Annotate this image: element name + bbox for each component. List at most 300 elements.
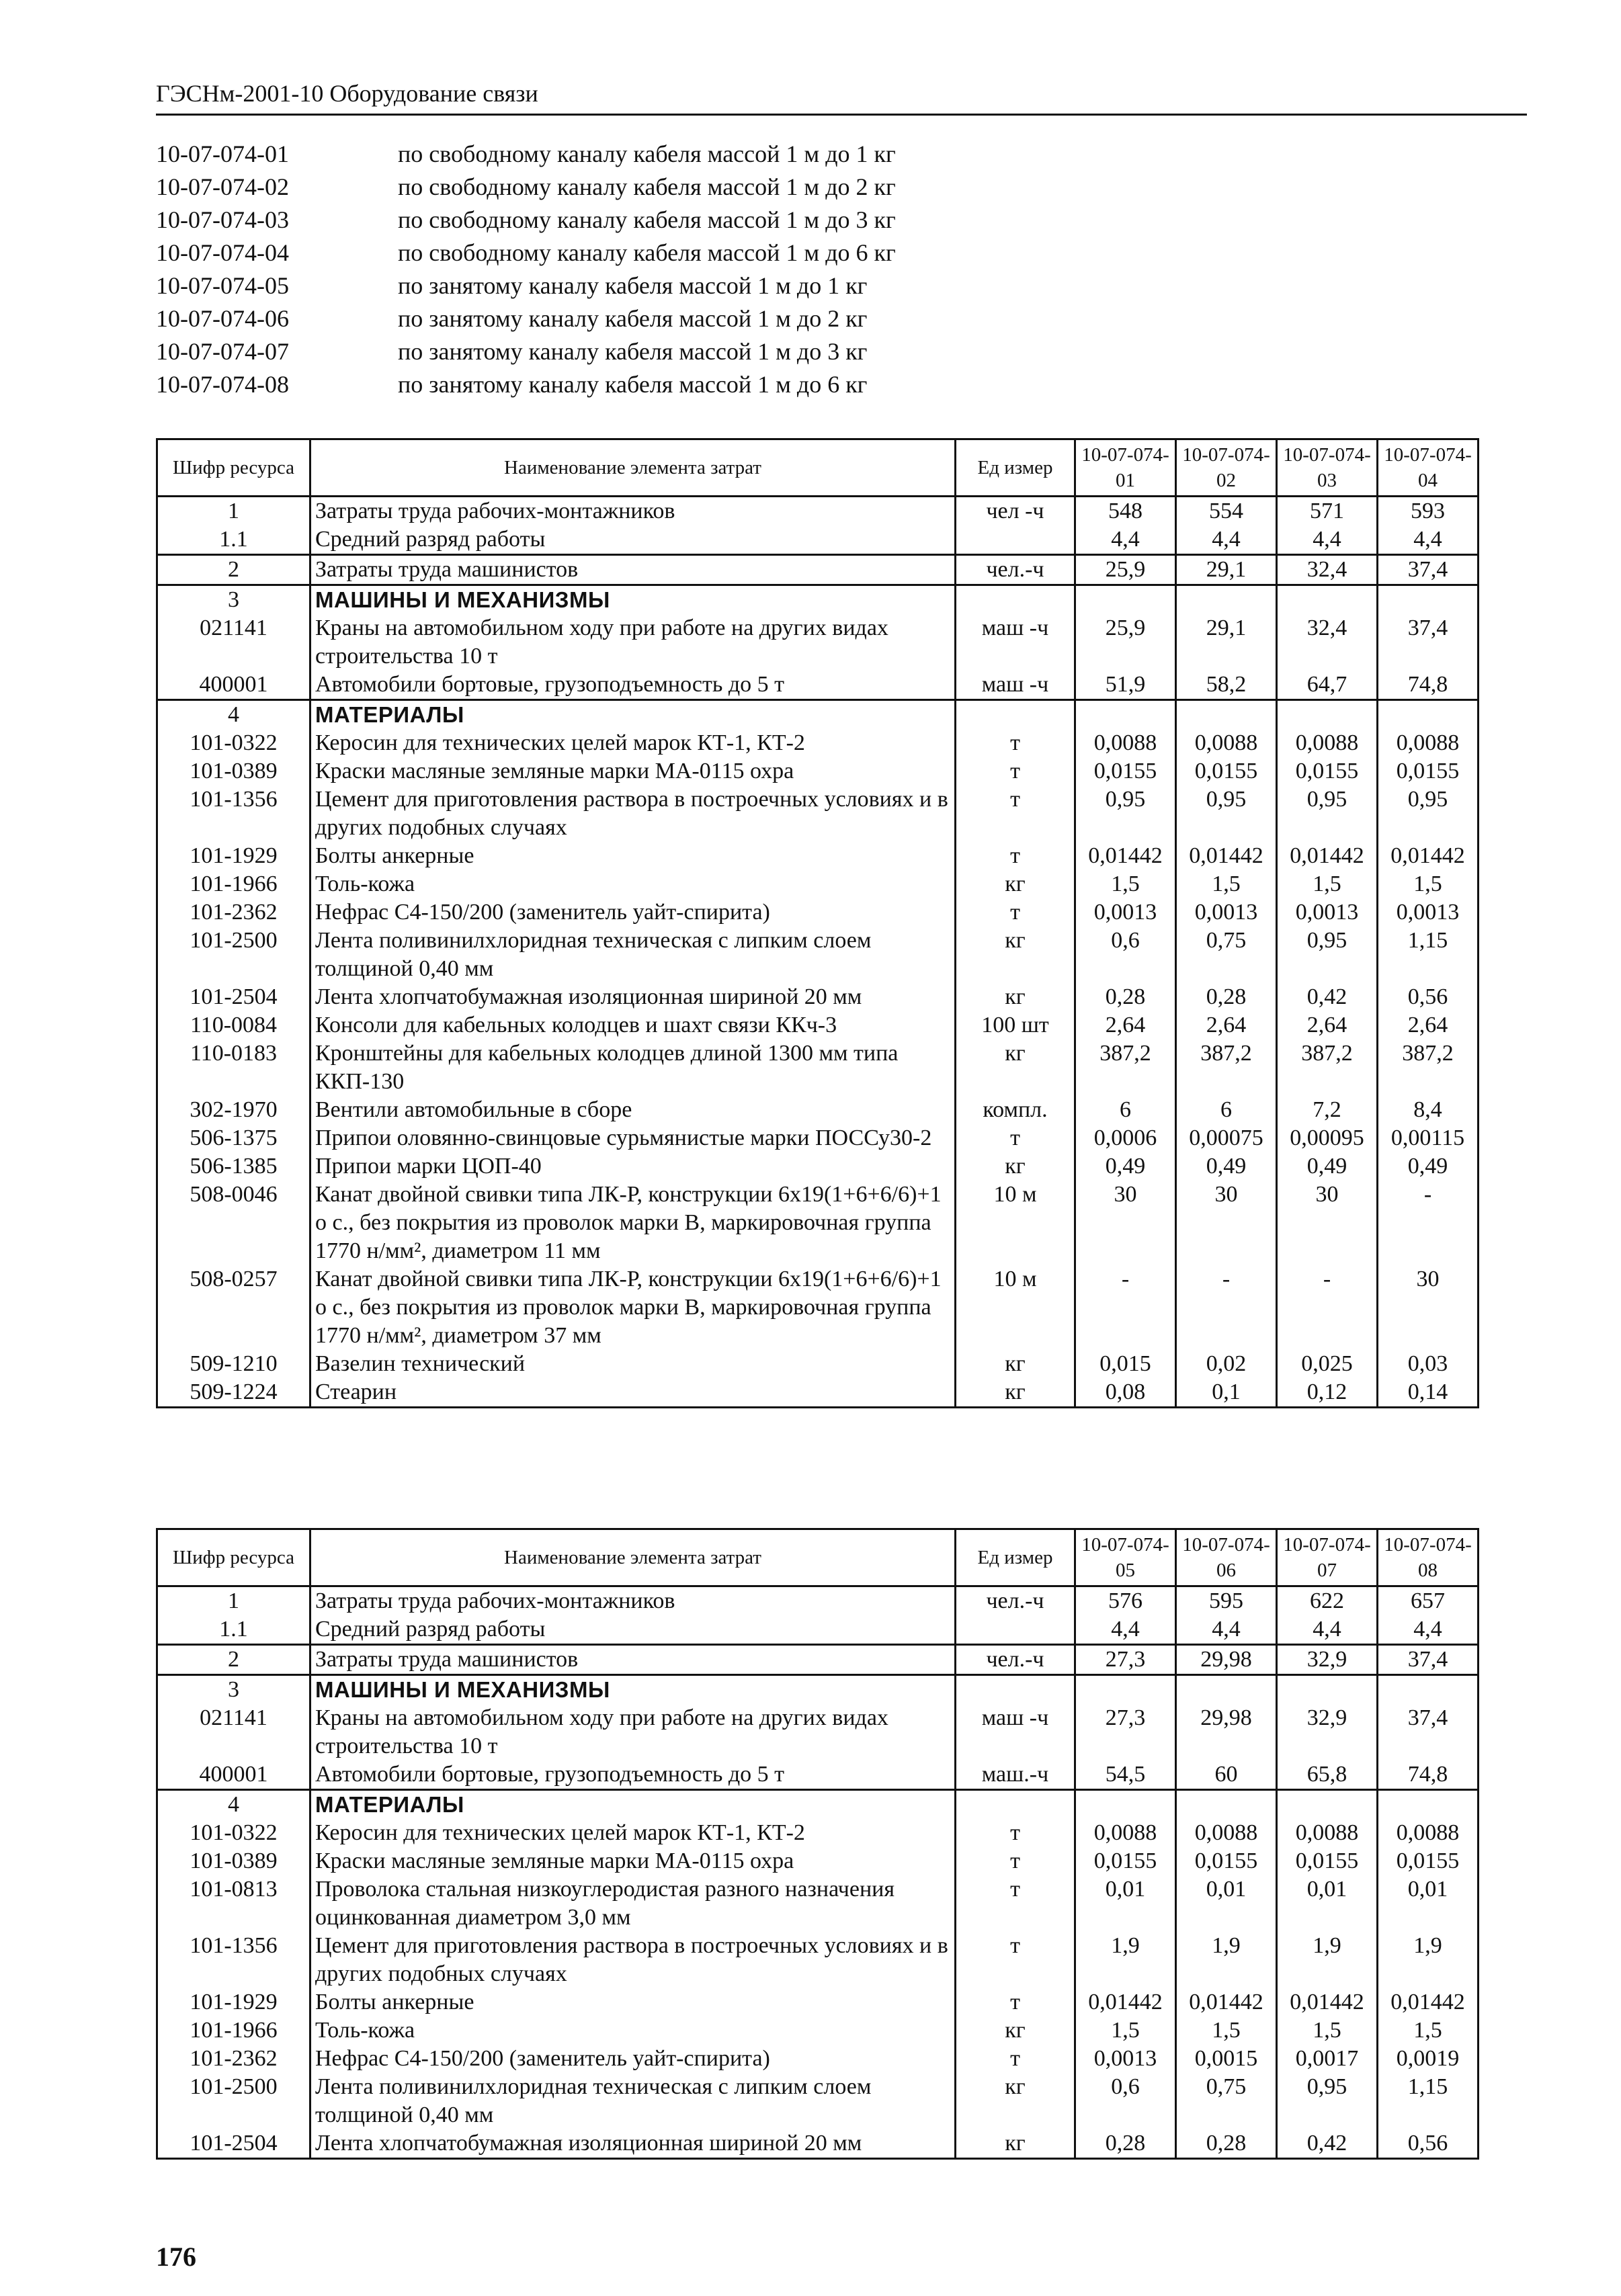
norm-value: 1,5 xyxy=(1277,2016,1378,2045)
resource-code: 101-0322 xyxy=(157,1819,310,1847)
norm-description: по свободному каналу кабеля массой 1 м до 3 кг xyxy=(398,206,896,233)
norm-value: 0,0088 xyxy=(1277,1819,1378,1847)
table-row xyxy=(157,1615,1479,1645)
table-row xyxy=(157,2045,1479,2073)
cost-element-name: Кронштейны для кабельных колодцев длиной 1300 мм типа ККП-130 xyxy=(310,1039,956,1096)
header-cost-element: Наименование элемента затрат xyxy=(310,1529,956,1586)
unit-of-measure: чел.-ч xyxy=(956,1645,1075,1675)
norm-value: 657 xyxy=(1378,1586,1479,1616)
header-norm-1: 10-07-074-05 xyxy=(1075,1529,1176,1586)
norm-value: 0,95 xyxy=(1277,927,1378,983)
cost-element-name: Цемент для приготовления раствора в построечных условиях и в других подобных случаях xyxy=(310,785,956,842)
cost-element-name: Канат двойной свивки типа ЛК-Р, конструкции 6х19(1+6+6/6)+1 о с., без покрытия из проволок марки В, маркировочная группа 1770 н/мм², диаметром 37 мм xyxy=(310,1265,956,1350)
cost-element-name: Лента поливинилхлоридная техническая с липким слоем толщиной 0,40 мм xyxy=(310,927,956,983)
norm-value: 0,08 xyxy=(1075,1378,1176,1408)
header-norm-4: 10-07-074-08 xyxy=(1378,1529,1479,1586)
norm-value xyxy=(1277,1790,1378,1820)
norm-value: 37,4 xyxy=(1378,614,1479,671)
resource-code: 101-2500 xyxy=(157,927,310,983)
code-list-item xyxy=(156,204,1527,237)
norm-value xyxy=(1378,700,1479,730)
unit-of-measure: т xyxy=(956,1875,1075,1932)
cost-element-name: Средний разряд работы xyxy=(310,1615,956,1645)
header-cost-element: Наименование элемента затрат xyxy=(310,439,956,497)
unit-of-measure: кг xyxy=(956,2129,1075,2159)
norm-value: 0,49 xyxy=(1176,1152,1277,1181)
norm-value: 0,0155 xyxy=(1277,757,1378,785)
norm-value: 74,8 xyxy=(1378,671,1479,700)
unit-of-measure xyxy=(956,1615,1075,1645)
cost-element-name: Автомобили бортовые, грузоподъемность до 5 т xyxy=(310,1760,956,1790)
table-row xyxy=(157,870,1479,898)
norm-value: 0,01442 xyxy=(1378,1988,1479,2016)
norm-description: по занятому каналу кабеля массой 1 м до 2 кг xyxy=(398,305,868,332)
table-row xyxy=(157,898,1479,927)
norm-value: 0,0088 xyxy=(1176,729,1277,757)
norm-value: 0,14 xyxy=(1378,1378,1479,1408)
norm-value: 0,6 xyxy=(1075,927,1176,983)
resource-code: 2 xyxy=(157,555,310,585)
resource-code: 508-0046 xyxy=(157,1181,310,1265)
resource-code: 101-0322 xyxy=(157,729,310,757)
norm-value: 0,95 xyxy=(1176,785,1277,842)
unit-of-measure: кг xyxy=(956,2073,1075,2129)
unit-of-measure: т xyxy=(956,842,1075,870)
table-row xyxy=(157,1181,1479,1265)
norm-value: 576 xyxy=(1075,1586,1176,1616)
norm-value: 4,4 xyxy=(1378,525,1479,555)
norm-value: - xyxy=(1378,1181,1479,1265)
norm-value: 571 xyxy=(1277,497,1378,526)
resource-code: 3 xyxy=(157,1675,310,1705)
table-row xyxy=(157,1847,1479,1875)
unit-of-measure: т xyxy=(956,785,1075,842)
norm-value: 0,00115 xyxy=(1378,1124,1479,1152)
norm-value: - xyxy=(1176,1265,1277,1350)
norm-value: 0,01 xyxy=(1277,1875,1378,1932)
norm-value: 0,0155 xyxy=(1277,1847,1378,1875)
unit-of-measure: кг xyxy=(956,983,1075,1011)
norm-value: 0,0013 xyxy=(1075,2045,1176,2073)
table-row xyxy=(157,1988,1479,2016)
resource-code: 101-2500 xyxy=(157,2073,310,2129)
table-row xyxy=(157,1875,1479,1932)
norm-value xyxy=(1176,700,1277,730)
norm-value: 0,01442 xyxy=(1277,1988,1378,2016)
norm-value: 1,9 xyxy=(1176,1932,1277,1988)
cost-element-name: Вазелин технический xyxy=(310,1350,956,1378)
norm-value: 30 xyxy=(1176,1181,1277,1265)
cost-element-name: Вентили автомобильные в сборе xyxy=(310,1096,956,1124)
norm-value: 30 xyxy=(1075,1181,1176,1265)
cost-element-name: Краны на автомобильном ходу при работе на других видах строительства 10 т xyxy=(310,1704,956,1760)
unit-of-measure: т xyxy=(956,1819,1075,1847)
resource-code: 110-0084 xyxy=(157,1011,310,1039)
norm-value: 4,4 xyxy=(1277,1615,1378,1645)
resource-code: 101-2504 xyxy=(157,983,310,1011)
table-row xyxy=(157,1645,1479,1675)
cost-element-name: Средний разряд работы xyxy=(310,525,956,555)
norm-value xyxy=(1075,1675,1176,1705)
norm-value: 0,00075 xyxy=(1176,1124,1277,1152)
norm-value: 0,49 xyxy=(1277,1152,1378,1181)
unit-of-measure xyxy=(956,525,1075,555)
unit-of-measure: т xyxy=(956,1932,1075,1988)
norm-value: 74,8 xyxy=(1378,1760,1479,1790)
norm-value: 0,0088 xyxy=(1176,1819,1277,1847)
resource-code: 101-2362 xyxy=(157,2045,310,2073)
norm-value: - xyxy=(1277,1265,1378,1350)
norm-value: 1,5 xyxy=(1378,870,1479,898)
norm-value: 4,4 xyxy=(1176,525,1277,555)
norm-value: 0,95 xyxy=(1378,785,1479,842)
header-norm-2: 10-07-074-06 xyxy=(1176,1529,1277,1586)
resource-code: 101-2504 xyxy=(157,2129,310,2159)
norm-value: 0,01 xyxy=(1075,1875,1176,1932)
resource-code: 101-1966 xyxy=(157,2016,310,2045)
resource-code: 4 xyxy=(157,1790,310,1820)
norm-value: 4,4 xyxy=(1378,1615,1479,1645)
resource-code: 101-0389 xyxy=(157,757,310,785)
norm-value: 1,5 xyxy=(1075,870,1176,898)
norm-value: 0,28 xyxy=(1075,2129,1176,2159)
code-list-item xyxy=(156,237,1527,269)
unit-of-measure: маш.-ч xyxy=(956,1760,1075,1790)
norm-value: 0,01442 xyxy=(1075,842,1176,870)
norm-value: 0,03 xyxy=(1378,1350,1479,1378)
unit-of-measure: чел.-ч xyxy=(956,1586,1075,1616)
norm-value: 0,0013 xyxy=(1277,898,1378,927)
norm-value: 387,2 xyxy=(1378,1039,1479,1096)
norm-value: 29,1 xyxy=(1176,614,1277,671)
resource-code: 021141 xyxy=(157,614,310,671)
cost-element-name: Краски масляные земляные марки МА-0115 охра xyxy=(310,1847,956,1875)
resource-code: 506-1375 xyxy=(157,1124,310,1152)
section-row xyxy=(157,1675,1479,1705)
table-row xyxy=(157,1350,1479,1378)
resource-code: 110-0183 xyxy=(157,1039,310,1096)
norm-value: 29,1 xyxy=(1176,555,1277,585)
norm-value xyxy=(1176,1675,1277,1705)
norm-value: 32,9 xyxy=(1277,1704,1378,1760)
norm-value: 30 xyxy=(1277,1181,1378,1265)
norm-value: 0,0088 xyxy=(1378,1819,1479,1847)
norm-value: 60 xyxy=(1176,1760,1277,1790)
norm-value: 0,0088 xyxy=(1075,729,1176,757)
norm-description: по свободному каналу кабеля массой 1 м до 2 кг xyxy=(398,173,896,200)
norm-value: 1,5 xyxy=(1176,2016,1277,2045)
unit-of-measure: т xyxy=(956,1847,1075,1875)
norm-value: 0,0013 xyxy=(1075,898,1176,927)
table-row xyxy=(157,555,1479,585)
unit-of-measure: кг xyxy=(956,870,1075,898)
unit-of-measure: кг xyxy=(956,1378,1075,1408)
norm-value: 0,28 xyxy=(1176,983,1277,1011)
unit-of-measure: компл. xyxy=(956,1096,1075,1124)
cost-element-name: Болты анкерные xyxy=(310,1988,956,2016)
norm-value xyxy=(1277,585,1378,615)
cost-element-name: Нефрас С4-150/200 (заменитель уайт-спирита) xyxy=(310,2045,956,2073)
code-list-item xyxy=(156,171,1527,204)
norm-value: 387,2 xyxy=(1176,1039,1277,1096)
cost-element-name: Керосин для технических целей марок КТ-1, КТ-2 xyxy=(310,1819,956,1847)
norm-value: - xyxy=(1075,1265,1176,1350)
cost-element-name: Затраты труда рабочих-монтажников xyxy=(310,497,956,526)
header-norm-4: 10-07-074-04 xyxy=(1378,439,1479,497)
header-norm-1: 10-07-074-01 xyxy=(1075,439,1176,497)
cost-element-name: МАШИНЫ И МЕХАНИЗМЫ xyxy=(310,1675,956,1705)
norm-value: 0,025 xyxy=(1277,1350,1378,1378)
norm-value: 4,4 xyxy=(1176,1615,1277,1645)
unit-of-measure xyxy=(956,1790,1075,1820)
section-row xyxy=(157,1790,1479,1820)
unit-of-measure: чел.-ч xyxy=(956,555,1075,585)
header-resource-code: Шифр ресурса xyxy=(157,439,310,497)
norm-value: 0,56 xyxy=(1378,2129,1479,2159)
resource-code: 101-1356 xyxy=(157,1932,310,1988)
table-row xyxy=(157,1039,1479,1096)
norm-code: 10-07-074-04 xyxy=(156,239,289,266)
norm-value: 0,0006 xyxy=(1075,1124,1176,1152)
table-header-row xyxy=(157,439,1479,497)
norm-value: 0,0155 xyxy=(1378,1847,1479,1875)
cost-element-name: МАШИНЫ И МЕХАНИЗМЫ xyxy=(310,585,956,615)
cost-element-name: Затраты труда машинистов xyxy=(310,1645,956,1675)
header-norm-3: 10-07-074-03 xyxy=(1277,439,1378,497)
norm-value xyxy=(1378,1790,1479,1820)
norm-value: 0,01442 xyxy=(1277,842,1378,870)
norm-value: 0,0155 xyxy=(1176,1847,1277,1875)
norm-value: 0,0015 xyxy=(1176,2045,1277,2073)
code-list-item xyxy=(156,302,1527,335)
norm-value xyxy=(1277,700,1378,730)
norm-value: 0,0155 xyxy=(1075,1847,1176,1875)
page-number: 176 xyxy=(156,2242,196,2272)
norm-value: 25,9 xyxy=(1075,555,1176,585)
header-norm-3: 10-07-074-07 xyxy=(1277,1529,1378,1586)
resource-code: 400001 xyxy=(157,671,310,700)
cost-element-name: Припои марки ЦОП-40 xyxy=(310,1152,956,1181)
table-row xyxy=(157,983,1479,1011)
unit-of-measure xyxy=(956,700,1075,730)
unit-of-measure: кг xyxy=(956,1350,1075,1378)
unit-of-measure: т xyxy=(956,1988,1075,2016)
norm-value: 0,75 xyxy=(1176,2073,1277,2129)
norm-value: 387,2 xyxy=(1277,1039,1378,1096)
table-row xyxy=(157,2016,1479,2045)
table-row xyxy=(157,1760,1479,1790)
norm-value: 1,5 xyxy=(1176,870,1277,898)
cost-element-name: Болты анкерные xyxy=(310,842,956,870)
resource-code: 021141 xyxy=(157,1704,310,1760)
resource-code: 101-1929 xyxy=(157,842,310,870)
table-row xyxy=(157,497,1479,526)
norm-description: по занятому каналу кабеля массой 1 м до 6 кг xyxy=(398,371,868,398)
norm-value: 29,98 xyxy=(1176,1645,1277,1675)
norm-value: 29,98 xyxy=(1176,1704,1277,1760)
table-header-row xyxy=(157,1529,1479,1586)
norm-value: 0,0155 xyxy=(1378,757,1479,785)
table-row xyxy=(157,842,1479,870)
cost-element-name: Нефрас С4-150/200 (заменитель уайт-спирита) xyxy=(310,898,956,927)
resource-code: 302-1970 xyxy=(157,1096,310,1124)
unit-of-measure: т xyxy=(956,757,1075,785)
header-unit: Ед измер xyxy=(956,1529,1075,1586)
norm-value: 0,42 xyxy=(1277,2129,1378,2159)
table-row xyxy=(157,2073,1479,2129)
norm-value: 0,12 xyxy=(1277,1378,1378,1408)
norm-value: 0,0155 xyxy=(1176,757,1277,785)
cost-element-name: Консоли для кабельных колодцев и шахт связи ККч-3 xyxy=(310,1011,956,1039)
table-row xyxy=(157,671,1479,700)
resource-code: 101-0389 xyxy=(157,1847,310,1875)
norm-value: 0,0019 xyxy=(1378,2045,1479,2073)
table-row xyxy=(157,757,1479,785)
norm-value xyxy=(1075,700,1176,730)
norm-value: 6 xyxy=(1075,1096,1176,1124)
unit-of-measure: т xyxy=(956,898,1075,927)
norm-value: 0,0088 xyxy=(1277,729,1378,757)
norm-value: 0,0017 xyxy=(1277,2045,1378,2073)
norm-value: 0,49 xyxy=(1075,1152,1176,1181)
norm-value: 0,95 xyxy=(1277,2073,1378,2129)
cost-element-name: Припои оловянно-свинцовые сурьмянистые марки ПОССу30-2 xyxy=(310,1124,956,1152)
section-row xyxy=(157,700,1479,730)
norm-value xyxy=(1378,1675,1479,1705)
norm-value: 2,64 xyxy=(1075,1011,1176,1039)
code-list-item xyxy=(156,368,1527,401)
norm-value: 65,8 xyxy=(1277,1760,1378,1790)
norm-value: 2,64 xyxy=(1378,1011,1479,1039)
unit-of-measure xyxy=(956,585,1075,615)
norm-value: 1,5 xyxy=(1277,870,1378,898)
table-row xyxy=(157,927,1479,983)
norm-value: 0,01 xyxy=(1378,1875,1479,1932)
unit-of-measure: чел -ч xyxy=(956,497,1075,526)
norm-value: 2,64 xyxy=(1277,1011,1378,1039)
cost-element-name: Канат двойной свивки типа ЛК-Р, конструкции 6х19(1+6+6/6)+1 о с., без покрытия из проволок марки В, маркировочная группа 1770 н/мм², диаметром 11 мм xyxy=(310,1181,956,1265)
unit-of-measure: т xyxy=(956,1124,1075,1152)
table-row xyxy=(157,1819,1479,1847)
table-row xyxy=(157,1265,1479,1350)
norm-value: 37,4 xyxy=(1378,1704,1479,1760)
norm-value: 1,9 xyxy=(1075,1932,1176,1988)
norm-value: 0,1 xyxy=(1176,1378,1277,1408)
norm-value: 0,28 xyxy=(1176,2129,1277,2159)
norm-code: 10-07-074-03 xyxy=(156,206,289,233)
norm-value: 622 xyxy=(1277,1586,1378,1616)
cost-element-name: Лента поливинилхлоридная техническая с липким слоем толщиной 0,40 мм xyxy=(310,2073,956,2129)
resource-code: 1 xyxy=(157,1586,310,1616)
norm-value: 0,56 xyxy=(1378,983,1479,1011)
norm-value: 6 xyxy=(1176,1096,1277,1124)
code-list-item xyxy=(156,138,1527,171)
table-row xyxy=(157,1932,1479,1988)
resource-code: 3 xyxy=(157,585,310,615)
norm-value xyxy=(1176,1790,1277,1820)
norm-value: 0,0088 xyxy=(1378,729,1479,757)
norm-value: 58,2 xyxy=(1176,671,1277,700)
norm-value: 0,6 xyxy=(1075,2073,1176,2129)
cost-element-name: Затраты труда рабочих-монтажников xyxy=(310,1586,956,1616)
unit-of-measure: кг xyxy=(956,927,1075,983)
table-row xyxy=(157,1124,1479,1152)
norm-value: 0,0013 xyxy=(1176,898,1277,927)
norm-value xyxy=(1075,585,1176,615)
unit-of-measure: кг xyxy=(956,1152,1075,1181)
table-row xyxy=(157,1152,1479,1181)
header-norm-2: 10-07-074-02 xyxy=(1176,439,1277,497)
unit-of-measure: кг xyxy=(956,2016,1075,2045)
resource-code: 509-1224 xyxy=(157,1378,310,1408)
norm-value: 37,4 xyxy=(1378,1645,1479,1675)
table-row xyxy=(157,785,1479,842)
cost-element-name: Проволока стальная низкоуглеродистая разного назначения оцинкованная диаметром 3,0 мм xyxy=(310,1875,956,1932)
norm-description: по свободному каналу кабеля массой 1 м до 6 кг xyxy=(398,239,896,266)
norm-code: 10-07-074-05 xyxy=(156,272,289,299)
norm-code: 10-07-074-08 xyxy=(156,371,289,398)
table-row xyxy=(157,729,1479,757)
unit-of-measure: маш -ч xyxy=(956,614,1075,671)
cost-element-name: МАТЕРИАЛЫ xyxy=(310,700,956,730)
unit-of-measure: 100 шт xyxy=(956,1011,1075,1039)
norm-value: 548 xyxy=(1075,497,1176,526)
norm-code: 10-07-074-07 xyxy=(156,338,289,365)
norm-value: 1,9 xyxy=(1277,1932,1378,1988)
norm-value: 1,15 xyxy=(1378,927,1479,983)
unit-of-measure xyxy=(956,1675,1075,1705)
cost-element-name: Краски масляные земляные марки МА-0115 охра xyxy=(310,757,956,785)
norm-value: 0,01442 xyxy=(1176,842,1277,870)
norm-value xyxy=(1277,1675,1378,1705)
norm-value: 1,9 xyxy=(1378,1932,1479,1988)
resource-code: 508-0257 xyxy=(157,1265,310,1350)
norm-value: 0,0088 xyxy=(1075,1819,1176,1847)
resource-code: 4 xyxy=(157,700,310,730)
resource-table-2 xyxy=(156,1528,1479,2160)
norm-value: 387,2 xyxy=(1075,1039,1176,1096)
norm-value: 0,01442 xyxy=(1176,1988,1277,2016)
cost-element-name: Толь-кожа xyxy=(310,870,956,898)
norm-value xyxy=(1378,585,1479,615)
resource-code: 400001 xyxy=(157,1760,310,1790)
table-row xyxy=(157,1011,1479,1039)
resource-code: 101-0813 xyxy=(157,1875,310,1932)
norm-value: 32,4 xyxy=(1277,614,1378,671)
norm-value: 7,2 xyxy=(1277,1096,1378,1124)
cost-element-name: МАТЕРИАЛЫ xyxy=(310,1790,956,1820)
norm-value: 0,02 xyxy=(1176,1350,1277,1378)
norm-value: 4,4 xyxy=(1075,525,1176,555)
resource-code: 101-1966 xyxy=(157,870,310,898)
resource-code: 1.1 xyxy=(157,525,310,555)
section-row xyxy=(157,585,1479,615)
norm-value: 8,4 xyxy=(1378,1096,1479,1124)
norm-value: 32,4 xyxy=(1277,555,1378,585)
cost-element-name: Лента хлопчатобумажная изоляционная шириной 20 мм xyxy=(310,2129,956,2159)
table-row xyxy=(157,1378,1479,1408)
cost-element-name: Затраты труда машинистов xyxy=(310,555,956,585)
unit-of-measure: т xyxy=(956,729,1075,757)
norm-code: 10-07-074-06 xyxy=(156,305,289,332)
norm-value xyxy=(1075,1790,1176,1820)
norm-value: 27,3 xyxy=(1075,1704,1176,1760)
cost-element-name: Толь-кожа xyxy=(310,2016,956,2045)
norm-value: 4,4 xyxy=(1277,525,1378,555)
header-unit: Ед измер xyxy=(956,439,1075,497)
norm-value: 0,0155 xyxy=(1075,757,1176,785)
norm-code-list xyxy=(156,138,1527,401)
